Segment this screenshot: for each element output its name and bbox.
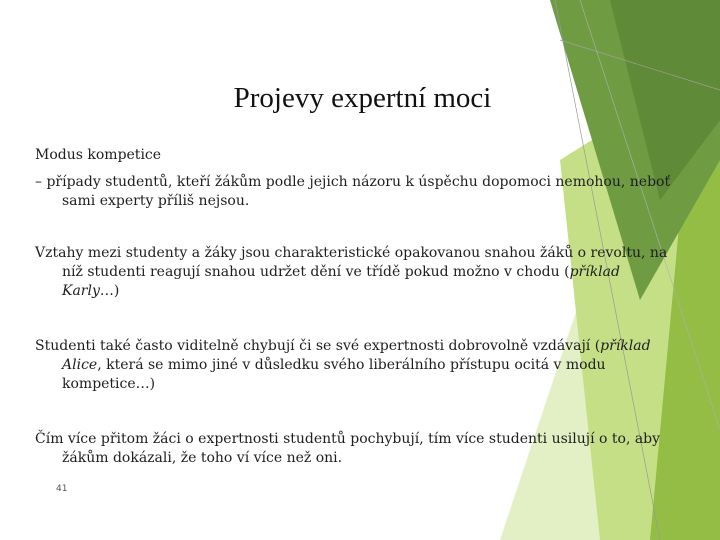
paragraph-3-end: , která se mimo jiné v důsledku svého liberálního přístupu ocitá v modu kompetice…): [62, 357, 606, 392]
page-number: 41: [56, 484, 68, 494]
slide-content: [35, 146, 675, 468]
paragraph-2-example: příklad Karly: [62, 264, 620, 299]
paragraph-3-text: Studenti také často viditelně chybují či se své expertnosti dobrovolně vzdávají (: [35, 338, 601, 354]
paragraph-2-text: Vztahy mezi studenty a žáky jsou charakteristické opakovanou snahou žáků o revoltu, na níž studenti reagují snahou udržet dění ve třídě pokud možno v chodu (: [35, 245, 668, 280]
section-heading: Modus kompetice: [35, 147, 162, 163]
paragraph-2: [35, 244, 675, 301]
paragraph-3-example: příklad Alice: [62, 338, 651, 373]
paragraph-1: – případy studentů, kteří žákům podle jejich názoru k úspěchu dopomoci nemohou, neboť sami experty příliš nejsou.: [35, 174, 671, 209]
paragraph-3: [35, 337, 675, 394]
paragraph-2-end: …): [99, 283, 120, 299]
paragraph-4: Čím více přitom žáci o expertnosti studentů pochybují, tím více studenti usilují o to, aby žákům dokázali, že toho ví více než oni.: [35, 431, 661, 466]
slide-title: Projevy expertní moci: [233, 82, 492, 114]
